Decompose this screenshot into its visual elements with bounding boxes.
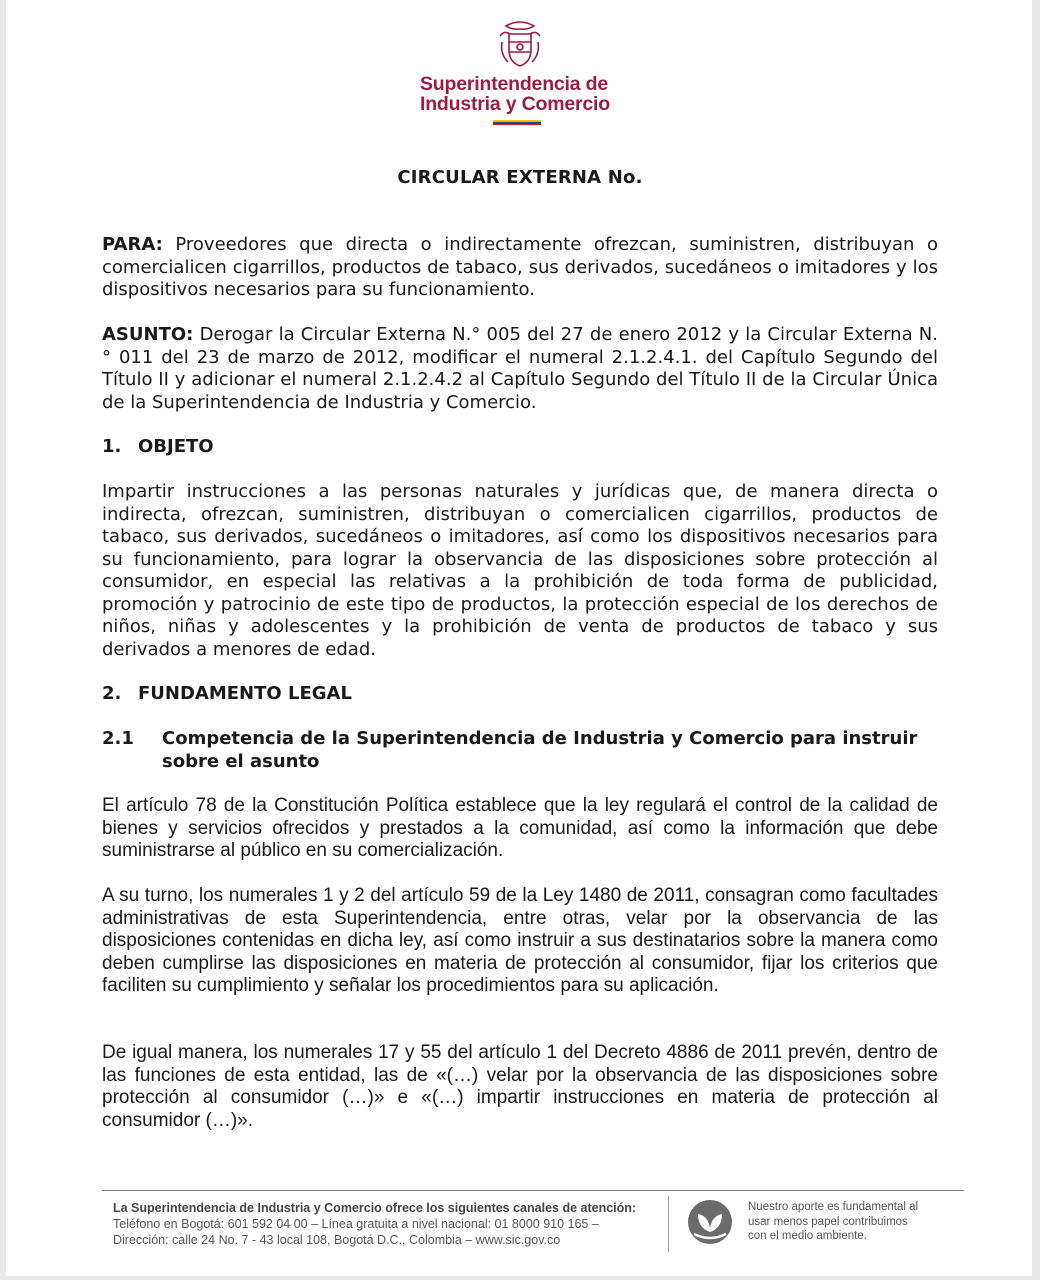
subsection-title: Competencia de la Superintendencia de Industria y Comercio para instruir sobre el asunto [162,728,918,772]
section-title: FUNDAMENTO LEGAL [138,683,352,704]
footer-eco-note [748,1200,948,1244]
objeto-paragraph: Impartir instrucciones a las personas naturales y jurídicas que, de manera directa o indirecta, ofrezcan, suministren, distribuyan o comercialicen cigarrillos, productos de tabaco, sus derivados, sucedáneos o imitadores, así como los dispositivos necesarios para su funcionamiento, para lograr la observancia de las disposiciones sobre protección al consumidor, en especial las relativas a la prohibición de toda forma de publicidad, promoción y patrocinio de este tipo de productos, la protección especial de los derechos de niños, niñas y adolescentes y la prohibición de venta de productos de tabaco y sus derivados a menores de edad. [102,481,938,660]
asunto-text: Derogar la Circular Externa N.° 005 del 27 de enero 2012 y la Circular Externa N.° 011 del 23 de marzo de 2012, modificar el numeral 2.1.2.4.1. del Capítulo Segundo del Título II y adicionar el numeral 2.1.2.4.2 al Capítulo Segundo del Título II de la Circular Única de la Superintendencia de Industria y Comercio. [102,324,938,413]
footer-contact [113,1200,663,1248]
para-label: PARA: [102,234,163,255]
eco-line2: usar menos papel contribuimos [748,1215,908,1228]
colombia-flag-stripe [493,120,541,125]
paragraph-articulo-78: El artículo 78 de la Constitución Política establece que la ley regulará el control de la calidad de bienes y servicios ofrecidos y prestados a la comunidad, así como la información que debe suministrarse al público en su comercialización. [102,795,938,861]
footer-line-phone: Teléfono en Bogotá: 601 592 04 00 – Línea gratuita a nivel nacional: 01 8000 910 165 – [113,1217,599,1231]
footer-line-channels: La Superintendencia de Industria y Comercio ofrece los siguientes canales de atención: [113,1201,637,1215]
asunto-label: ASUNTO: [102,324,194,345]
eco-line1: Nuestro aporte es fundamental al [748,1201,919,1213]
organization-name [420,74,640,114]
flag-red [493,123,541,125]
organization-name-line1: Superintendencia de [420,73,608,95]
document-title: CIRCULAR EXTERNA No. [397,167,643,188]
leaf-hand-eco-icon [686,1198,734,1248]
section-number: 2. [102,683,122,704]
paragraph-decreto-4886: De igual manera, los numerales 17 y 55 del artículo 1 del Decreto 4886 de 2011 prevén, dentro de las funciones de esta entidad, las de «(…) velar por la observancia de las disposiciones sobre protección al consumidor (…)» e «(…) impartir instrucciones en materia de protección al consumidor (…)». [102,1042,938,1131]
section-number: 1. [102,436,122,457]
subsection-heading-competencia [102,728,938,773]
para-text: Proveedores que directa o indirectamente ofrezcan, suministren, distribuyan o comercialicen cigarrillos, productos de tabaco, sus derivados, sucedáneos o imitadores y los dispositivos necesarios para su funcionamiento. [102,234,938,300]
organization-name-line2: Industria y Comercio [420,93,610,115]
section-title: OBJETO [138,436,214,457]
asunto-block [102,324,938,414]
footer-line-address: Dirección: calle 24 No. 7 - 43 local 108, Bogotá D.C., Colombia – www.sic.gov.co [113,1233,561,1247]
section-heading-objeto [102,436,214,459]
subsection-number: 2.1 [102,728,134,749]
paragraph-ley-1480: A su turno, los numerales 1 y 2 del artículo 59 de la Ley 1480 de 2011, consagran como facultades administrativas de esta Superintendencia, entre otras, velar por la observancia de las disposiciones contenidas en dicha ley, así como instruir a sus destinatarios sobre la manera como deben cumplirse las disposiciones en materia de protección al consumidor, fijar los criterios que faciliten su cumplimiento y señalar los procedimientos para su aplicación. [102,885,938,996]
eco-line3: con el medio ambiente. [748,1230,867,1242]
footer-vertical-divider [668,1196,669,1252]
section-heading-fundamento [102,683,352,706]
colombia-coat-of-arms-icon [496,20,544,70]
footer-divider [102,1190,964,1191]
para-block [102,234,938,302]
